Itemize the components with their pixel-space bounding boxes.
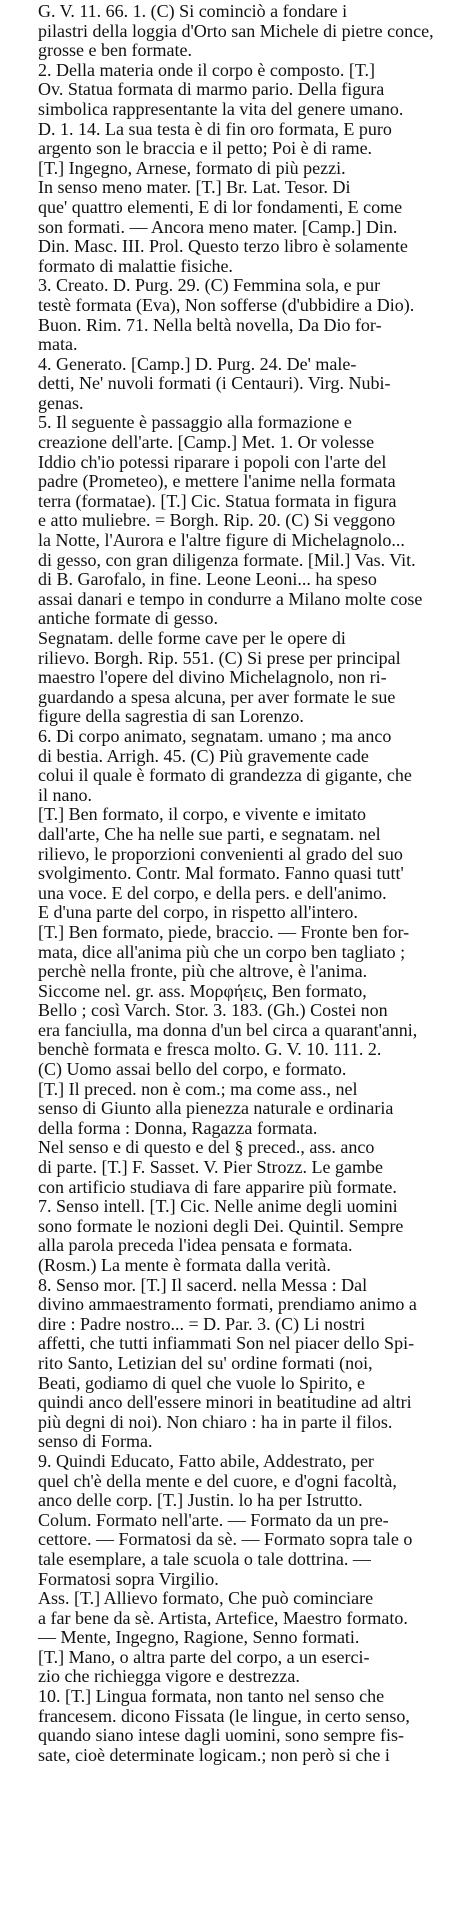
text-line: la Notte, l'Aurora e l'altre figure di Michelagnolo... <box>38 531 405 551</box>
text-line: [T.] Ingegno, Arnese, formato di più pezzi. <box>38 158 346 178</box>
text-line: testè formata (Eva), Non sofferse (d'ubbidire a Dio). <box>38 295 415 315</box>
text-line: padre (Prometeo), e mettere l'anime nella formata <box>38 472 396 492</box>
text-line: 6. Di corpo animato, segnatam. umano ; ma anco <box>38 726 392 746</box>
entry-paragraph <box>12 1080 464 1139</box>
text-line: di gesso, con gran diligenza formate. [Mil.] Vas. Vit. <box>38 550 416 570</box>
entry-paragraph <box>12 805 464 903</box>
text-line: 10. [T.] Lingua formata, non tanto nel senso che <box>38 1687 385 1707</box>
text-line: formato di malattie fisiche. <box>38 256 233 276</box>
text-line: G. V. 11. 66. 1. (C) Si cominciò a fondare i <box>38 2 348 21</box>
text-line: Din. Masc. III. Prol. Questo terzo libro è solamente <box>38 237 408 257</box>
text-line: Segnatam. delle forme cave per le opere di <box>38 629 346 648</box>
text-line: [T.] Ben formato, il corpo, e vivente e imitato <box>38 805 367 825</box>
text-line: Nel senso e di questo e del § preced., ass. anco <box>38 1138 375 1158</box>
text-line: pilastri della loggia d'Orto san Michele di pietre conce, <box>38 21 434 41</box>
text-line: — Mente, Ingegno, Ragione, Senno formati. <box>38 1628 360 1648</box>
entry-paragraph <box>12 1648 464 1687</box>
text-line: benchè formata e fresca molto. G. V. 10. 111. 2. <box>38 1040 382 1060</box>
text-line: quindi anco dell'essere minori in beatitudine ad altri <box>38 1393 412 1413</box>
text-line: Colum. Formato nell'arte. — Formato da un pre- <box>38 1510 389 1530</box>
text-line: Buon. Rim. 71. Nella beltà novella, Da Dio for- <box>38 315 382 335</box>
text-line: antiche formate di gesso. <box>38 609 218 629</box>
text-line: una voce. E del corpo, e della pers. e dell'animo. <box>38 883 387 903</box>
text-line: alla parola preceda l'idea pensata e formata. <box>38 1236 353 1256</box>
entry-paragraph <box>12 1138 464 1197</box>
text-line: e atto muliebre. = Borgh. Rip. 20. (C) Si veggono <box>38 511 396 531</box>
text-line: Iddio ch'io potessi riparare i popoli con l'arte del <box>38 452 387 472</box>
text-line: detti, Ne' nuvoli formati (i Centauri). Virg. Nubi- <box>38 374 391 394</box>
text-line: perchè nella fronte, più che altrove, è l'anima. <box>38 962 368 982</box>
text-line: dire : Padre nostro... = D. Par. 3. (C) Li nostri <box>38 1314 366 1334</box>
text-line: sate, cioè determinate logicam.; non però si che i <box>38 1745 390 1765</box>
entry-paragraph <box>12 1589 464 1648</box>
text-line: argento son le braccia e il petto; Poi è di rame. <box>38 139 373 159</box>
text-line: senso di Giunto alla pienezza naturale e ordinaria <box>38 1099 394 1119</box>
text-line: sono formate le nozioni degli Dei. Quintil. Sempre <box>38 1216 404 1236</box>
text-line: guardando a spesa alcuna, per aver formate le sue <box>38 687 396 707</box>
text-line: 5. Il seguente è passaggio alla formazione e <box>38 413 352 433</box>
text-line: mata. <box>38 335 78 355</box>
text-line: a far bene da sè. Artista, Artefice, Maestro formato. <box>38 1608 408 1628</box>
text-line: rito Santo, Letizian del su' ordine formati (noi, <box>38 1353 373 1373</box>
text-line: con artificio studiava di fare apparire più formate. <box>38 1177 397 1197</box>
text-line: figure della sagrestia di san Lorenzo. <box>38 707 304 727</box>
text-line: di bestia. Arrigh. 45. (C) Più gravemente cade <box>38 746 369 766</box>
text-line: Siccome nel. gr. ass. Μορφήεις, Ben formato, <box>38 981 367 1001</box>
text-line: il nano. <box>38 785 92 805</box>
text-line: Bello ; così Varch. Stor. 3. 183. (Gh.) Costei non <box>38 1001 388 1021</box>
entry-paragraph <box>12 982 464 1080</box>
text-line: tale esemplare, a tale scuola o tale dottrina. — <box>38 1549 371 1569</box>
text-line: 4. Generato. [Camp.] D. Purg. 24. De' male- <box>38 354 357 374</box>
text-line: grosse e ben formate. <box>38 41 192 61</box>
text-line: simbolica rappresentante la vita del genere umano. <box>38 99 404 119</box>
text-line: [T.] Mano, o altra parte del corpo, a un eserci- <box>38 1647 370 1667</box>
text-line: rilievo, le proporzioni convenienti al grado del suo <box>38 844 403 864</box>
entry-paragraph <box>12 1452 464 1589</box>
text-line: [T.] Ben formato, piede, braccio. — Fronte ben for- <box>38 922 410 942</box>
entry-paragraph <box>12 1687 464 1765</box>
entry-paragraph <box>12 629 464 727</box>
text-line: assai danari e tempo in condurre a Milano molte cose <box>38 589 423 609</box>
text-line: Ass. [T.] Allievo formato, Che può cominciare <box>38 1589 374 1609</box>
text-line: 9. Quindi Educato, Fatto abile, Addestrato, per <box>38 1451 374 1471</box>
text-line: 7. Senso intell. [T.] Cic. Nelle anime degli uomini <box>38 1197 398 1217</box>
text-line: cettore. — Formatosi da sè. — Formato sopra tale o <box>38 1530 413 1550</box>
entry-paragraph <box>12 61 464 179</box>
text-line: 2. Della materia onde il corpo è composto. [T.] <box>38 60 376 80</box>
entry-paragraph <box>12 1276 464 1452</box>
entry-paragraph <box>12 727 464 805</box>
text-line: creazione dell'arte. [Camp.] Met. 1. Or volesse <box>38 433 375 453</box>
text-line: senso di Forma. <box>38 1432 153 1452</box>
entry-paragraph <box>12 1197 464 1256</box>
text-line: rilievo. Borgh. Rip. 551. (C) Si prese per principal <box>38 648 401 668</box>
text-line: terra (formatae). [T.] Cic. Statua formata in figura <box>38 491 397 511</box>
text-line: D. 1. 14. La sua testa è di fin oro formata, E puro <box>38 119 392 139</box>
text-line: dall'arte, Che ha nelle sue parti, e segnatam. nel <box>38 824 381 844</box>
entry-paragraph <box>12 276 464 354</box>
text-line: zio che richiegga vigore e destrezza. <box>38 1667 300 1687</box>
text-line: Formatosi sopra Virgilio. <box>38 1569 219 1589</box>
text-line: [T.] Il preced. non è com.; ma come ass., nel <box>38 1079 358 1099</box>
text-line: In senso meno mater. [T.] Br. Lat. Tesor. Di <box>38 178 351 198</box>
text-line: que' quattro elementi, E di lor fondamenti, E come <box>38 197 403 217</box>
text-line: 8. Senso mor. [T.] Il sacerd. nella Messa : Dal <box>38 1275 368 1295</box>
text-line: quel ch'è della mente e del cuore, e d'ogni facoltà, <box>38 1471 397 1491</box>
text-line: francesem. dicono Fissata (le lingue, in certo senso, <box>38 1706 410 1726</box>
text-line: della forma : Donna, Ragazza formata. <box>38 1118 318 1138</box>
entry-paragraph <box>12 2 464 61</box>
text-line: quando siano intese dagli uomini, sono sempre fis- <box>38 1726 404 1746</box>
text-line: 3. Creato. D. Purg. 29. (C) Femmina sola, e pur <box>38 276 381 296</box>
text-line: anco delle corp. [T.] Justin. lo ha per Istrutto. <box>38 1491 363 1511</box>
text-line: di parte. [T.] F. Sasset. V. Pier Strozz. Le gambe <box>38 1158 383 1178</box>
entry-paragraph <box>12 413 464 629</box>
text-line: Beati, godiamo di quel che vuole lo Spirito, e <box>38 1373 365 1393</box>
text-line: E d'una parte del corpo, in rispetto all'intero. <box>38 903 358 923</box>
text-line: di B. Garofalo, in fine. Leone Leoni... ha speso <box>38 570 377 590</box>
text-line: maestro l'opere del divino Michelagnolo, non ri- <box>38 668 387 688</box>
text-line: (Rosm.) La mente è formata dalla verità. <box>38 1256 331 1275</box>
text-line: colui il quale è formato di grandezza di gigante, che <box>38 766 412 786</box>
text-line: son formati. — Ancora meno mater. [Camp.] Din. <box>38 217 398 237</box>
text-line: era fanciulla, ma donna d'un bel circa a quarant'anni, <box>38 1020 418 1040</box>
text-line: mata, dice all'anima più che un corpo ben tagliato ; <box>38 942 406 962</box>
text-line: Ov. Statua formata di marmo pario. Della figura <box>38 80 385 100</box>
text-line: (C) Uomo assai bello del corpo, e formato. <box>38 1060 347 1080</box>
entry-paragraph <box>12 1256 464 1276</box>
text-line: svolgimento. Contr. Mal formato. Fanno quasi tutt' <box>38 864 404 884</box>
entry-paragraph <box>12 355 464 414</box>
entry-paragraph <box>12 178 464 276</box>
text-line: più degni di noi). Non chiaro : ha in parte il filos. <box>38 1412 393 1432</box>
text-line: divino ammaestramento formati, prendiamo animo a <box>38 1295 417 1315</box>
entry-paragraph <box>12 903 464 981</box>
text-line: genas. <box>38 393 84 413</box>
text-line: affetti, che tutti infiammati Son nel piacer dello Spi- <box>38 1334 415 1354</box>
